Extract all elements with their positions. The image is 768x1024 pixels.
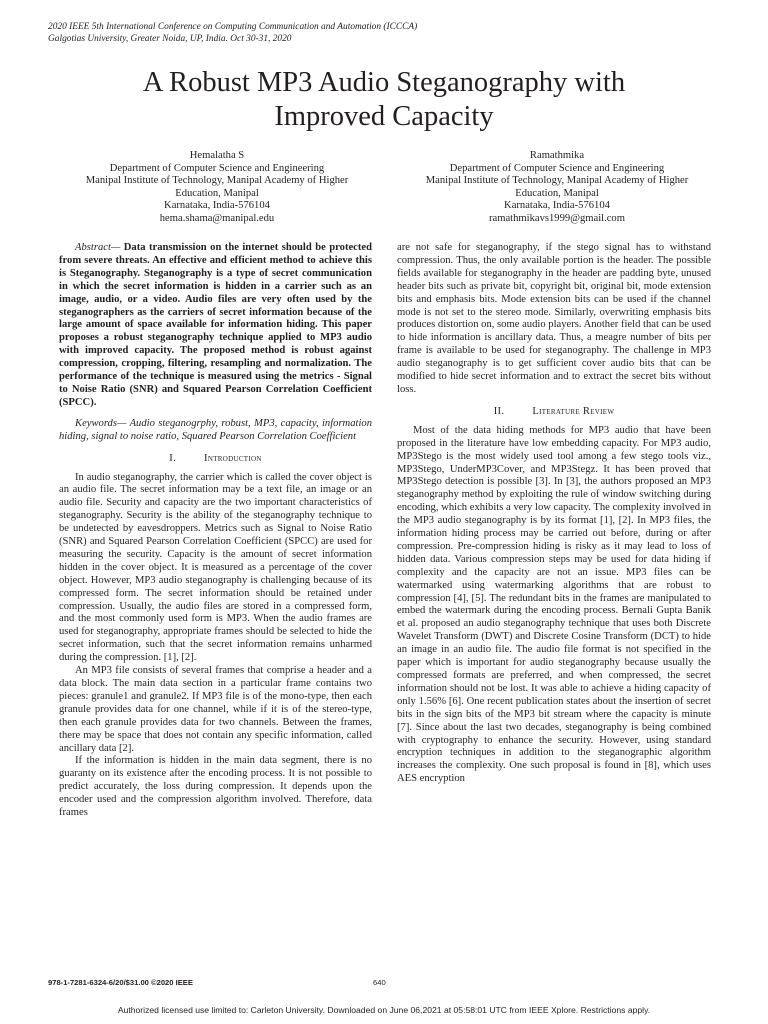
section-heading-literature-review	[397, 406, 711, 419]
author-institution: Manipal Institute of Technology, Manipal Academy of Higher	[85, 175, 349, 187]
author-name: Ramathmika	[529, 150, 585, 161]
author-institution-2: Education, Manipal	[515, 187, 599, 199]
paragraph: In audio steganography, the carrier which is called the cover object is an audio file. The secret information may be a text file, an image or an audio file. Security and capacity are the two important characteristics of steganography. Security is the ability of the steganography technique to be undetected by eavesdroppers. Metrics such as Signal to Noise Ratio (SNR) and Squared Pearson Correlation Coefficient (SPCC) are used for measuring the security. Capacity is the amount of secret information hidden in the cover object. It is measured as a percentage of the cover object. However, MP3 audio steganography is challenging because of its compressed form. The secret information should be retained under compression. Usually, the audio files are stored in a compressed form, and the most commonly used form is MP3. When the audio frames are used for steganography, appropriate frames should be selected to hide the secret information, such that the secret information remains unharmed during the compression. [1], [2].	[59, 471, 372, 664]
keywords: Keywords— Audio steganogrphy, robust, MP3, capacity, information hiding, signal to noise ratio, Squared Pearson Correlation Coefficient	[59, 417, 372, 442]
paragraph: If the information is hidden in the main data segment, there is no guaranty on its existence after the encoding process. It is not possible to predict accurately, the loss during compression. It depends upon the encoder used and the compression algorithm involved. Therefore, data frames	[59, 755, 372, 819]
footer-isbn: 978-1-7281-6324-6/20/$31.00 ©2020 IEEE	[48, 978, 193, 987]
conference-header	[48, 21, 688, 45]
license-notice: Authorized licensed use limited to: Carleton University. Downloaded on June 06,2021 at 05:58:01 UTC from IEEE Xplore. Restrictions apply.	[117, 1005, 651, 1015]
section-heading-introduction	[59, 453, 372, 466]
author-department: Department of Computer Science and Engineering	[449, 162, 665, 174]
author-institution: Manipal Institute of Technology, Manipal Academy of Higher	[425, 175, 689, 187]
author-location: Karnataka, India-576104	[164, 200, 270, 212]
page-number: 640	[373, 978, 386, 987]
title-line-2: Improved Capacity	[274, 101, 494, 132]
right-column	[397, 242, 711, 786]
author-location: Karnataka, India-576104	[504, 200, 610, 212]
title-line-1: A Robust MP3 Audio Steganography with	[142, 67, 626, 98]
author-block-1	[48, 150, 386, 226]
author-department: Department of Computer Science and Engineering	[109, 162, 325, 174]
abstract	[59, 242, 372, 410]
left-column	[59, 242, 372, 820]
author-block-2	[396, 150, 718, 226]
paragraph: are not safe for steganography, if the stego signal has to withstand compression. Thus, the only available portion is the header. The possible fields available for steganography in the header are padding byte, unused header bits such as private bit, copyright bit, original bit, mode extension bits and emphasis bits. Mode extension bits can be used if the channel mode is not set to the stereo mode. Similarly, overwriting emphasis bits produces distortion on, some audio players. Another field that can be used to hide information is ancillary data. Thus, a meagre number of bits per frame is available to be used for steganography. The challenge in MP3 audio steganography is to get sufficient cover audio bits that can be modified to hide secret information and to extract the secret bits without loss.	[397, 242, 711, 395]
paragraph: An MP3 file consists of several frames that comprise a header and a data block. The main data section in a particular frame contains two pieces: granule1 and granule2. If MP3 file is of the mono-type, then each granule provides data for one channel, while if it is of the stereo-type, then each granule provides data for two channels. Between the frames, there may be space that does not contain any specific information, called ancillary data [2].	[59, 665, 372, 754]
conference-line-2: Galgotias University, Greater Noida, UP, India. Oct 30-31, 2020	[48, 34, 292, 44]
author-email: ramathmikavs1999@gmail.com	[489, 212, 625, 224]
paper-title	[60, 66, 708, 134]
paragraph: Most of the data hiding methods for MP3 audio that have been proposed in the literature have low embedding capacity. For MP3 audio, MP3Stego is the most widely used tool among a few stego tools viz., MP3Stego, UnderMP3Cover, and MP3Stegz. It has been proved that MP3Stego detection is possible [3]. In [3], the authors proposed an MP3 steganography method by exploiting the rule of window switching during encoding, which exhibits a very low capacity. The complexity involved in the MP3 audio steganography is by its format [1], [2]. In MP3 files, the information hiding process may be carried out before, during or after compression. Pre-compression hiding is risky as it may lead to loss of hidden data. Various compression steps may be used for data hiding if complexity and the capacity are not an issue. MP3 files can be watermarked using watermarking algorithms that are robust to compression [4], [5]. The redundant bits in the frames are manipulated to embed the watermark during the encoding process. Bernali Gupta Banik et al. proposed an audio steganography technique that uses both Discrete Wavelet Transform (DWT) and Discrete Cosine Transform (DCT) to hide an image in an audio file. The audio file format is not specified in the paper which is important for audio steganography because usually the compressed formats are preferred, and when compressed, the secret information should not be lost. It was able to achieve a hiding capacity of only 1.56% [6]. One recent publication states about the insertion of secret bits in the sign bits of the MP3 bit stream where the capacity is minute [7]. Since about the last two decades, steganography is being combined with cryptography to enhance the security. However, using standard encryption techniques in addition to the steganographic algorithm increases the complexity. One such proposal is found in [8], which uses AES encryption	[397, 424, 711, 785]
conference-line-1: 2020 IEEE 5th International Conference on Computing Communication and Automation (ICCCA)	[48, 22, 418, 32]
section-number: II.	[493, 405, 505, 417]
section-title: Literature Review	[532, 405, 615, 417]
author-institution-2: Education, Manipal	[175, 187, 259, 199]
abstract-lead: Abstract—	[75, 242, 121, 253]
author-name: Hemalatha S	[189, 150, 245, 161]
section-number: I.	[169, 452, 177, 464]
author-email: hema.shama@manipal.edu	[159, 212, 275, 224]
abstract-text: Data transmission on the internet should be protected from severe threats. An effective and efficient method to achieve this is Steganography. Steganography is a type of secret communication in which the secret information is hidden in a carrier such as an image, audio, or a video. Audio files are very often used by the steganographers as the carriers of secret information because of the large amount of space available for information hiding. This paper proposes a robust steganography technique applied to MP3 audio with improved capacity. The proposed method is robust against compression, cropping, filtering, resampling and normalization. The performance of the technique is measured using the metrics - Signal to Noise Ratio (SNR) and Squared Pearson Correlation Coefficient (SPCC).	[59, 242, 372, 408]
section-title: Introduction	[204, 452, 262, 464]
